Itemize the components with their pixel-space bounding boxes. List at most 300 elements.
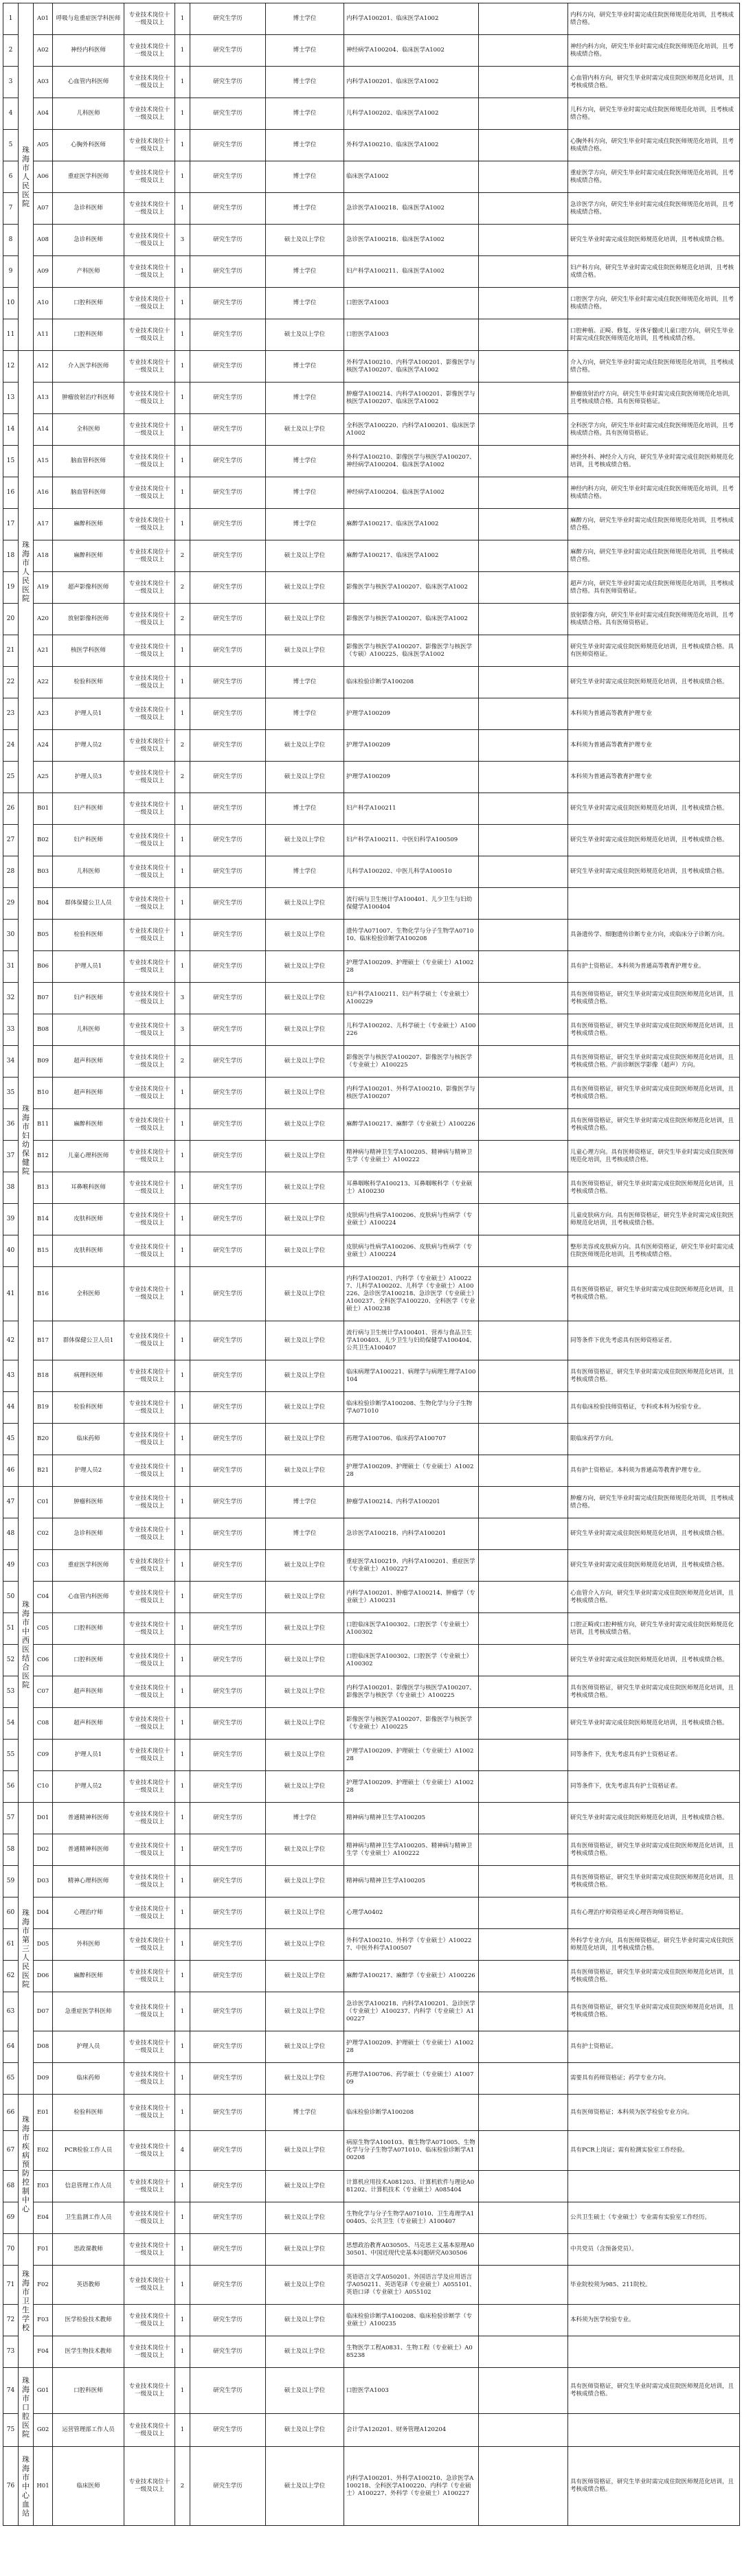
post-code: B19	[34, 1392, 53, 1424]
post-code: B17	[34, 1321, 53, 1360]
education-requirement: 研究生学历	[190, 1014, 266, 1046]
post-type: 专业技术岗位十一级及以上	[124, 1014, 175, 1046]
remarks: 研究生毕业时需完成住院医师规范化培训，且考核成绩合格。	[568, 1645, 740, 1676]
post-code: A18	[34, 540, 53, 572]
table-row	[3, 2266, 740, 2305]
degree-requirement: 硕士及以上学位	[266, 2234, 344, 2266]
table-row	[3, 477, 740, 509]
other-requirement	[479, 888, 568, 920]
major-requirement: 临床检验诊断学A100208	[344, 667, 479, 698]
remarks: 具有医师资格证，研究生毕业时需完成住院医师规范化培训，且考核成绩合格。	[568, 1078, 740, 1109]
row-number: 58	[3, 1834, 19, 1866]
hiring-count: 2	[175, 604, 190, 635]
post-code: F02	[34, 2266, 53, 2305]
row-number: 55	[3, 1740, 19, 1771]
hiring-count: 1	[175, 1204, 190, 1235]
other-requirement	[479, 414, 568, 446]
post-name: 口腔科医师	[53, 1613, 124, 1645]
post-type: 专业技术岗位十一级及以上	[124, 2266, 175, 2305]
post-name: 超声科医师	[53, 1046, 124, 1078]
education-requirement: 研究生学历	[190, 730, 266, 762]
major-requirement: 精神病与精神卫生学A100205	[344, 1803, 479, 1834]
post-code: F03	[34, 2305, 53, 2336]
row-number: 65	[3, 2063, 19, 2095]
degree-requirement: 博士学位	[266, 509, 344, 540]
post-code: G01	[34, 2368, 53, 2414]
table-row	[3, 920, 740, 951]
post-code: A05	[34, 130, 53, 161]
hiring-count: 1	[175, 888, 190, 920]
education-requirement: 研究生学历	[190, 2131, 266, 2171]
post-name: 产科医师	[53, 256, 124, 288]
major-requirement: 护理学A100209	[344, 730, 479, 762]
post-code: A12	[34, 351, 53, 383]
other-requirement	[479, 762, 568, 793]
post-name: 检验科医师	[53, 2095, 124, 2131]
education-requirement: 研究生学历	[190, 477, 266, 509]
degree-requirement: 硕士及以上学位	[266, 1550, 344, 1582]
post-name: 护理人员2	[53, 1771, 124, 1803]
post-name: 超声科医师	[53, 1708, 124, 1740]
degree-requirement: 硕士及以上学位	[266, 1141, 344, 1172]
education-requirement: 研究生学历	[190, 2202, 266, 2234]
post-name: 护理人员2	[53, 1455, 124, 1487]
major-requirement: 精神病与精神卫生学A100205	[344, 1866, 479, 1897]
table-row	[3, 856, 740, 888]
hiring-count: 2	[175, 1046, 190, 1078]
row-number: 5	[3, 130, 19, 161]
post-name: 护理人员3	[53, 762, 124, 793]
education-requirement: 研究生学历	[190, 2414, 266, 2447]
row-number: 2	[3, 35, 19, 67]
degree-requirement: 硕士及以上学位	[266, 1321, 344, 1360]
remarks: 具有医师资格证，研究生毕业时需完成住院医师规范化培训，且考核成绩合格。	[568, 1267, 740, 1321]
remarks: 具有医师资格证，研究生毕业时需完成住院医师规范化培训，且考核成绩合格。	[568, 2368, 740, 2414]
other-requirement	[479, 1267, 568, 1321]
major-requirement: 影像医学与核医学A100207、临床医学A1002	[344, 604, 479, 635]
degree-requirement: 博士学位	[266, 793, 344, 825]
post-type: 专业技术岗位十一级及以上	[124, 161, 175, 193]
major-requirement: 麻醉学A100217、临床医学A1002	[344, 509, 479, 540]
table-row	[3, 414, 740, 446]
major-requirement: 口腔医学A1003	[344, 2368, 479, 2414]
row-number: 6	[3, 161, 19, 193]
education-requirement: 研究生学历	[190, 1645, 266, 1676]
table-row	[3, 1141, 740, 1172]
row-number: 28	[3, 856, 19, 888]
table-row	[3, 1360, 740, 1392]
post-code: E03	[34, 2171, 53, 2202]
other-requirement	[479, 2171, 568, 2202]
row-number: 40	[3, 1235, 19, 1267]
row-number: 60	[3, 1897, 19, 1929]
post-code: B06	[34, 951, 53, 983]
post-name: 急重症医学科医师	[53, 1992, 124, 2031]
row-number: 22	[3, 667, 19, 698]
degree-requirement: 硕士及以上学位	[266, 2031, 344, 2063]
table-row	[3, 793, 740, 825]
post-name: 神经内科医师	[53, 35, 124, 67]
hiring-count: 1	[175, 1771, 190, 1803]
post-type: 专业技术岗位十一级及以上	[124, 2368, 175, 2414]
education-requirement: 研究生学历	[190, 1046, 266, 1078]
post-code: E04	[34, 2202, 53, 2234]
major-requirement: 心理学A0402	[344, 1897, 479, 1929]
post-type: 专业技术岗位十一级及以上	[124, 1487, 175, 1518]
post-type: 专业技术岗位十一级及以上	[124, 1235, 175, 1267]
post-name: 普通精神科医师	[53, 1834, 124, 1866]
post-type: 专业技术岗位十一级及以上	[124, 383, 175, 414]
other-requirement	[479, 477, 568, 509]
remarks: 具有护士资格证。本科须为普通高等教育护理专业。	[568, 1455, 740, 1487]
table-row	[3, 2202, 740, 2234]
post-name: 肿瘤放射治疗科医师	[53, 383, 124, 414]
major-requirement: 妇产科学A100211、妇产科学硕士（专业硕士）A100229	[344, 983, 479, 1014]
post-type: 专业技术岗位十一级及以上	[124, 2414, 175, 2447]
post-name: 思政课教师	[53, 2234, 124, 2266]
major-requirement: 影像医学与核医学A100207、影像医学与核医学（专硕）A100225、临床医学A1002	[344, 635, 479, 667]
hiring-count: 1	[175, 1172, 190, 1204]
post-type: 专业技术岗位十一级及以上	[124, 1321, 175, 1360]
degree-requirement: 硕士及以上学位	[266, 572, 344, 604]
major-requirement: 思想政治教育A030505、马克思主义基本原理A030501、中国近现代史基本问题研究A030506	[344, 2234, 479, 2266]
post-code: A01	[34, 3, 53, 35]
post-code: D05	[34, 1929, 53, 1961]
row-number: 67	[3, 2131, 19, 2171]
education-requirement: 研究生学历	[190, 1929, 266, 1961]
hiring-count: 1	[175, 35, 190, 67]
hiring-count: 1	[175, 2414, 190, 2447]
major-requirement: 临床医学A1002	[344, 161, 479, 193]
hiring-count: 1	[175, 1078, 190, 1109]
post-name: 口腔科医师	[53, 2368, 124, 2414]
degree-requirement: 硕士及以上学位	[266, 635, 344, 667]
hiring-count: 1	[175, 698, 190, 730]
other-requirement	[479, 540, 568, 572]
table-row	[3, 1771, 740, 1803]
table-row	[3, 130, 740, 161]
post-type: 专业技术岗位十一级及以上	[124, 1613, 175, 1645]
education-requirement: 研究生学历	[190, 1550, 266, 1582]
hiring-count: 1	[175, 2095, 190, 2131]
other-requirement	[479, 1676, 568, 1708]
post-name: 临床医师	[53, 2447, 124, 2526]
row-number: 42	[3, 1321, 19, 1360]
hiring-count: 1	[175, 2171, 190, 2202]
major-requirement: 外科学A100210、外科学（专业硕士）A100227、中医外科学A100507	[344, 1929, 479, 1961]
major-requirement: 会计学A120201、财务管理A120204	[344, 2414, 479, 2447]
major-requirement: 护理学A100209、护理硕士（专业硕士）A100228	[344, 2031, 479, 2063]
hiring-count: 1	[175, 2305, 190, 2336]
other-requirement	[479, 1803, 568, 1834]
major-requirement: 口腔医学A1003	[344, 319, 479, 351]
post-name: 麻醉科医师	[53, 540, 124, 572]
major-requirement: 护理学A100209、护理硕士（专业硕士）A100228	[344, 951, 479, 983]
hiring-count: 1	[175, 414, 190, 446]
remarks: 研究生毕业时需完成住院医师规范化培训，且考核成绩合格。	[568, 225, 740, 256]
hiring-unit: 珠海市疾病预防控制中心	[19, 2095, 34, 2234]
post-name: 临床药师	[53, 2063, 124, 2095]
post-type: 专业技术岗位十一级及以上	[124, 1929, 175, 1961]
remarks: 同等条件下优先考虑具有医师资格证者。	[568, 1321, 740, 1360]
remarks: 麻醉方向，研究生毕业时需完成住院医师规范化培训，且考核成绩合格。	[568, 509, 740, 540]
table-row	[3, 983, 740, 1014]
education-requirement: 研究生学历	[190, 2266, 266, 2305]
post-name: 皮肤科医师	[53, 1204, 124, 1235]
degree-requirement: 硕士及以上学位	[266, 762, 344, 793]
major-requirement: 生物化学与分子生物学A071010、卫生毒理学A100405、公共卫生（专业硕士）A100407	[344, 2202, 479, 2234]
degree-requirement: 硕士及以上学位	[266, 1676, 344, 1708]
other-requirement	[479, 2031, 568, 2063]
education-requirement: 研究生学历	[190, 793, 266, 825]
row-number: 9	[3, 256, 19, 288]
post-code: A24	[34, 730, 53, 762]
major-requirement: 重症医学A100219、内科学A100201、重症医学（专业硕士）A100227	[344, 1550, 479, 1582]
degree-requirement: 硕士及以上学位	[266, 1235, 344, 1267]
major-requirement: 儿科学A100202、中医儿科学A100510	[344, 856, 479, 888]
remarks: 具有医师资格证，研究生毕业时需完成住院医师规范化培训，且考核成绩合格。产前诊断医学影像（超声）方向。	[568, 1046, 740, 1078]
remarks: 具有医师资格证，研究生毕业时需完成住院医师规范化培训，且考核成绩合格。	[568, 1676, 740, 1708]
remarks: 具有PCR上岗证；需有检测实验室工作经验。	[568, 2131, 740, 2171]
post-type: 专业技术岗位十一级及以上	[124, 1046, 175, 1078]
remarks	[568, 2171, 740, 2202]
other-requirement	[479, 1550, 568, 1582]
other-requirement	[479, 1708, 568, 1740]
row-number: 63	[3, 1992, 19, 2031]
post-name: 口腔科医师	[53, 288, 124, 319]
education-requirement: 研究生学历	[190, 1803, 266, 1834]
post-type: 专业技术岗位十一级及以上	[124, 288, 175, 319]
recruitment-table-page	[3, 3, 739, 2526]
post-type: 专业技术岗位十一级及以上	[124, 414, 175, 446]
post-code: D06	[34, 1961, 53, 1992]
education-requirement: 研究生学历	[190, 2368, 266, 2414]
post-name: 儿科医师	[53, 1014, 124, 1046]
post-type: 专业技术岗位十一级及以上	[124, 635, 175, 667]
row-number: 29	[3, 888, 19, 920]
degree-requirement: 博士学位	[266, 161, 344, 193]
remarks: 研究生毕业时需完成住院医师规范化培训，且考核成绩合格。	[568, 1550, 740, 1582]
remarks	[568, 2414, 740, 2447]
hiring-count: 3	[175, 225, 190, 256]
other-requirement	[479, 572, 568, 604]
post-type: 专业技术岗位十一级及以上	[124, 572, 175, 604]
degree-requirement: 博士学位	[266, 477, 344, 509]
remarks: 具有医师资格证，研究生毕业时需完成住院医师规范化培训，且考核成绩合格。	[568, 1992, 740, 2031]
degree-requirement: 博士学位	[266, 193, 344, 225]
hiring-count: 1	[175, 509, 190, 540]
remarks: 全科医学方向，研究生毕业时需完成住院医师规范化培训，且考核成绩合格。具有医师资格证。	[568, 414, 740, 446]
post-name: 全科医师	[53, 414, 124, 446]
other-requirement	[479, 1014, 568, 1046]
table-row	[3, 383, 740, 414]
post-code: A15	[34, 446, 53, 477]
post-type: 专业技术岗位十一级及以上	[124, 793, 175, 825]
other-requirement	[479, 2368, 568, 2414]
table-row	[3, 1645, 740, 1676]
degree-requirement: 博士学位	[266, 698, 344, 730]
hiring-unit: 珠海市人民医院	[19, 351, 34, 793]
post-name: 心胸外科医师	[53, 130, 124, 161]
post-name: 儿童心理科医师	[53, 1141, 124, 1172]
hiring-count: 1	[175, 2031, 190, 2063]
post-type: 专业技术岗位十一级及以上	[124, 1582, 175, 1613]
post-code: B09	[34, 1046, 53, 1078]
hiring-unit: 珠海市口腔医院	[19, 2368, 34, 2447]
post-name: 心理治疗师	[53, 1897, 124, 1929]
post-code: A11	[34, 319, 53, 351]
post-code: A07	[34, 193, 53, 225]
major-requirement: 口腔临床医学A100302、口腔医学（专业硕士）A100302	[344, 1613, 479, 1645]
hiring-unit: 珠海市第三人民医院	[19, 1803, 34, 2095]
hiring-count: 1	[175, 2202, 190, 2234]
post-code: C08	[34, 1708, 53, 1740]
row-number: 27	[3, 825, 19, 856]
major-requirement: 临床病理学A100221、病理学与病理生理学A100104	[344, 1360, 479, 1392]
post-type: 专业技术岗位十一级及以上	[124, 2305, 175, 2336]
post-code: C03	[34, 1550, 53, 1582]
degree-requirement: 硕士及以上学位	[266, 2414, 344, 2447]
row-number: 50	[3, 1582, 19, 1613]
remarks: 整形美容或皮肤病方向。具有医师资格证，研究生毕业时需完成住院医师规范化培训，且考核成绩合格。	[568, 1235, 740, 1267]
other-requirement	[479, 288, 568, 319]
hiring-count: 1	[175, 1992, 190, 2031]
table-row	[3, 572, 740, 604]
degree-requirement: 硕士及以上学位	[266, 1866, 344, 1897]
degree-requirement: 博士学位	[266, 1487, 344, 1518]
education-requirement: 研究生学历	[190, 1455, 266, 1487]
hiring-count: 2	[175, 730, 190, 762]
other-requirement	[479, 2131, 568, 2171]
remarks: 研究生毕业时需完成住院医师规范化培训，且考核成绩合格。	[568, 793, 740, 825]
remarks: 心血管内科方向，研究生毕业时需完成住院医师规范化培训，且考核成绩合格。	[568, 67, 740, 98]
post-name: 麻醉科医师	[53, 1109, 124, 1141]
remarks: 神经外科、神经介入方向，研究生毕业时需完成住院医师规范化培训，且考核成绩合格。	[568, 446, 740, 477]
remarks: 口腔医学方向，研究生毕业时需完成住院医师规范化培训，且考核成绩合格。	[568, 288, 740, 319]
degree-requirement: 硕士及以上学位	[266, 1897, 344, 1929]
degree-requirement: 博士学位	[266, 130, 344, 161]
remarks: 放射影像方向，研究生毕业时需完成住院医师规范化培训，且考核成绩合格。具有医师资格证。	[568, 604, 740, 635]
major-requirement: 外科学A100210、临床医学A1002	[344, 130, 479, 161]
hiring-count: 1	[175, 2266, 190, 2305]
row-number: 47	[3, 1487, 19, 1518]
remarks: 心血管介入方向，研究生毕业时需完成住院医师规范化培训，且考核成绩合格。	[568, 1582, 740, 1613]
post-code: A03	[34, 67, 53, 98]
post-code: A13	[34, 383, 53, 414]
degree-requirement: 硕士及以上学位	[266, 1109, 344, 1141]
remarks: 本科须为普通高等教育护理专业	[568, 730, 740, 762]
degree-requirement: 硕士及以上学位	[266, 2063, 344, 2095]
major-requirement: 妇产科学A100211	[344, 793, 479, 825]
major-requirement: 皮肤病与性病学A100206、皮肤病与性病学（专业硕士）A100224	[344, 1204, 479, 1235]
degree-requirement: 硕士及以上学位	[266, 1267, 344, 1321]
education-requirement: 研究生学历	[190, 1172, 266, 1204]
hiring-count: 1	[175, 1740, 190, 1771]
row-number: 39	[3, 1204, 19, 1235]
education-requirement: 研究生学历	[190, 414, 266, 446]
post-type: 专业技术岗位十一级及以上	[124, 1992, 175, 2031]
table-row	[3, 1172, 740, 1204]
table-row	[3, 1897, 740, 1929]
hiring-count: 1	[175, 1141, 190, 1172]
table-row	[3, 1204, 740, 1235]
row-number: 16	[3, 477, 19, 509]
post-type: 专业技术岗位十一级及以上	[124, 1424, 175, 1455]
education-requirement: 研究生学历	[190, 667, 266, 698]
row-number: 23	[3, 698, 19, 730]
post-code: A14	[34, 414, 53, 446]
table-row	[3, 730, 740, 762]
degree-requirement: 硕士及以上学位	[266, 1992, 344, 2031]
table-row	[3, 1929, 740, 1961]
degree-requirement: 硕士及以上学位	[266, 1582, 344, 1613]
major-requirement: 临床检验诊断学A100208	[344, 2095, 479, 2131]
post-name: 护理人员2	[53, 730, 124, 762]
post-type: 专业技术岗位十一级及以上	[124, 3, 175, 35]
degree-requirement: 硕士及以上学位	[266, 2202, 344, 2234]
post-code: A02	[34, 35, 53, 67]
post-type: 专业技术岗位十一级及以上	[124, 1645, 175, 1676]
education-requirement: 研究生学历	[190, 1961, 266, 1992]
degree-requirement: 硕士及以上学位	[266, 1645, 344, 1676]
recruitment-table	[3, 3, 740, 2526]
education-requirement: 研究生学历	[190, 98, 266, 130]
post-name: 信息管理工作人员	[53, 2171, 124, 2202]
education-requirement: 研究生学历	[190, 762, 266, 793]
post-type: 专业技术岗位十一级及以上	[124, 1961, 175, 1992]
education-requirement: 研究生学历	[190, 604, 266, 635]
table-row	[3, 1321, 740, 1360]
row-number: 70	[3, 2234, 19, 2266]
other-requirement	[479, 98, 568, 130]
table-row	[3, 256, 740, 288]
post-type: 专业技术岗位十一级及以上	[124, 1550, 175, 1582]
other-requirement	[479, 1518, 568, 1550]
post-name: 儿科医师	[53, 98, 124, 130]
row-number: 72	[3, 2305, 19, 2336]
post-type: 专业技术岗位十一级及以上	[124, 1360, 175, 1392]
post-type: 专业技术岗位十一级及以上	[124, 351, 175, 383]
post-type: 专业技术岗位十一级及以上	[124, 983, 175, 1014]
post-type: 专业技术岗位十一级及以上	[124, 698, 175, 730]
post-name: 心血管内科医师	[53, 67, 124, 98]
remarks: 具有临床检验技师资格证，专科或本科为检验专业。	[568, 1392, 740, 1424]
other-requirement	[479, 1487, 568, 1518]
other-requirement	[479, 1392, 568, 1424]
major-requirement: 精神病与精神卫生学A100205、精神病与精神卫生学（专业硕士）A100222	[344, 1834, 479, 1866]
education-requirement: 研究生学历	[190, 1676, 266, 1708]
post-name: 病理科医师	[53, 1360, 124, 1392]
remarks: 内科方向，研究生毕业时需完成住院医师规范化培训，且考核成绩合格。	[568, 3, 740, 35]
major-requirement: 内科学A100201、影像医学与核医学A100207、影像医学与核医学（专业硕士）A100225	[344, 1676, 479, 1708]
table-row	[3, 1866, 740, 1897]
education-requirement: 研究生学历	[190, 193, 266, 225]
row-number: 41	[3, 1267, 19, 1321]
post-type: 专业技术岗位十一级及以上	[124, 762, 175, 793]
degree-requirement: 硕士及以上学位	[266, 540, 344, 572]
degree-requirement: 硕士及以上学位	[266, 2266, 344, 2305]
hiring-count: 1	[175, 793, 190, 825]
other-requirement	[479, 1645, 568, 1676]
table-row	[3, 288, 740, 319]
remarks	[568, 888, 740, 920]
education-requirement: 研究生学历	[190, 572, 266, 604]
major-requirement: 麻醉学A100217、临床医学A1002	[344, 540, 479, 572]
hiring-count: 1	[175, 1487, 190, 1518]
post-name: 麻醉科医师	[53, 509, 124, 540]
degree-requirement: 博士学位	[266, 446, 344, 477]
major-requirement: 护理学A100209、护理硕士（专业硕士）A100228	[344, 1771, 479, 1803]
